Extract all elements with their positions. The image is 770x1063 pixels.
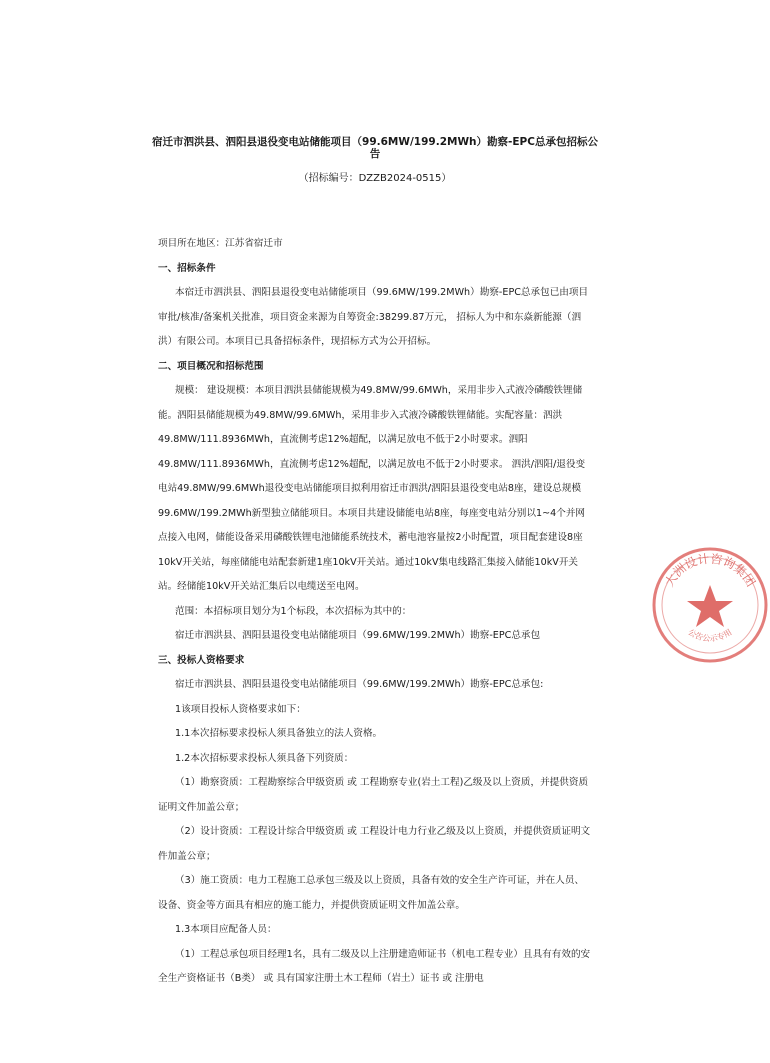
- notice-title: 宿迁市泗洪县、泗阳县退役变电站储能项目（99.6MW/199.2MWh）勘察-EPC总承包招标公告: [152, 136, 598, 160]
- paragraph: 宿迁市泗洪县、泗阳县退役变电站储能项目（99.6MW/199.2MWh）勘察-EPC总承包: [175, 630, 541, 641]
- paragraph: 本宿迁市泗洪县、泗阳县退役变电站储能项目（99.6MW/199.2MWh）勘察-EPC总承包已由项目审批/核准/备案机关批准，项目资金来源为自筹资金:38299.87万元， 招标人为中和东焱新能源（泗洪）有限公司。本项目已具备招标条件，现招标方式为公开招标。: [158, 287, 589, 347]
- paragraph: 1.3本项目应配备人员：: [175, 924, 277, 935]
- paragraph: 1.2本次招标要求投标人须具备下列资质：: [175, 752, 354, 764]
- svg-text:大洲设计咨询集团: [661, 551, 758, 589]
- paragraph: 范围：本招标项目划分为1个标段，本次招标为其中的：: [175, 605, 412, 617]
- paragraph: 规模： 建设规模：本项目泗洪县储能规模为49.8MW/99.6MWh，采用非步入式液冷磷酸铁锂储能。泗阳县储能规模为49.8MW/99.6MWh，采用非步入式液冷磷酸铁锂储能。实配容量：泗洪49.8MW/111.8936MWh，直流侧考虑12%超配，以满足放电不低于2小时要求。泗阳49.8MW/111.8936MWh，直流侧考虑12%超配，以满足放电不低于2小时要求。 泗洪/泗阳/退役变电站49.8MW/99.6MWh退役变电站储能项目拟利用宿迁市泗洪/泗阳县退役变电站8座，建设总规模99.6MW/199.2MWh新型独立储能项目。本项目共建设储能电站8座，每座变电站分别以1~4个并网点接入电网，储能设备采用磷酸铁锂电池储能系统技术，蓄电池容量按2小时配置，项目配套建设8座10kV开关站，每座储能电站配套新建1座10kV开关站。通过10kV集电线路汇集接入储能10kV开关站。经储能10kV开关站汇集后以电缆送至电网。: [158, 385, 586, 592]
- paragraph: 项目所在地区：江苏省宿迁市: [158, 238, 283, 249]
- star-icon: [687, 585, 733, 627]
- paragraph: 宿迁市泗洪县、泗阳县退役变电站储能项目（99.6MW/199.2MWh）勘察-EPC总承包:: [175, 679, 544, 690]
- paragraph: 1该项目投标人资格要求如下：: [175, 703, 306, 715]
- seal-stamp: [650, 545, 770, 665]
- notice-body: [158, 232, 592, 992]
- seal-subtext: 公告公示专用: [686, 627, 734, 644]
- section-heading: 二、项目概况和招标范围: [158, 360, 264, 372]
- paragraph: （3）施工资质：电力工程施工总承包三级及以上资质，具备有效的安全生产许可证，并在人员、设备、资金等方面具有相应的施工能力，并提供资质证明文件加盖公章。: [158, 875, 585, 911]
- paragraph: 1.1本次招标要求投标人须具备独立的法人资格。: [175, 728, 383, 739]
- svg-text:公告公示专用: [686, 628, 733, 644]
- notice-code: （招标编号：DZZB2024-0515）: [298, 173, 452, 184]
- paragraph: （1）勘察资质：工程勘察综合甲级资质 或 工程勘察专业(岩土工程)乙级及以上资质，并提供资质证明文件加盖公章；: [158, 777, 589, 813]
- section-heading: 一、招标条件: [158, 262, 216, 274]
- seal-text: 大洲设计咨询集团: [662, 551, 758, 590]
- paragraph: （2）设计资质：工程设计综合甲级资质 或 工程设计电力行业乙级及以上资质，并提供资质证明文件加盖公章；: [158, 826, 591, 862]
- section-heading: 三、投标人资格要求: [158, 654, 245, 666]
- paragraph: （1）工程总承包项目经理1名，具有二级及以上注册建造师证书（机电工程专业）且具有有效的安全生产资格证书（B类） 或 具有国家注册土木工程师（岩土）证书 或 注册电: [158, 948, 591, 984]
